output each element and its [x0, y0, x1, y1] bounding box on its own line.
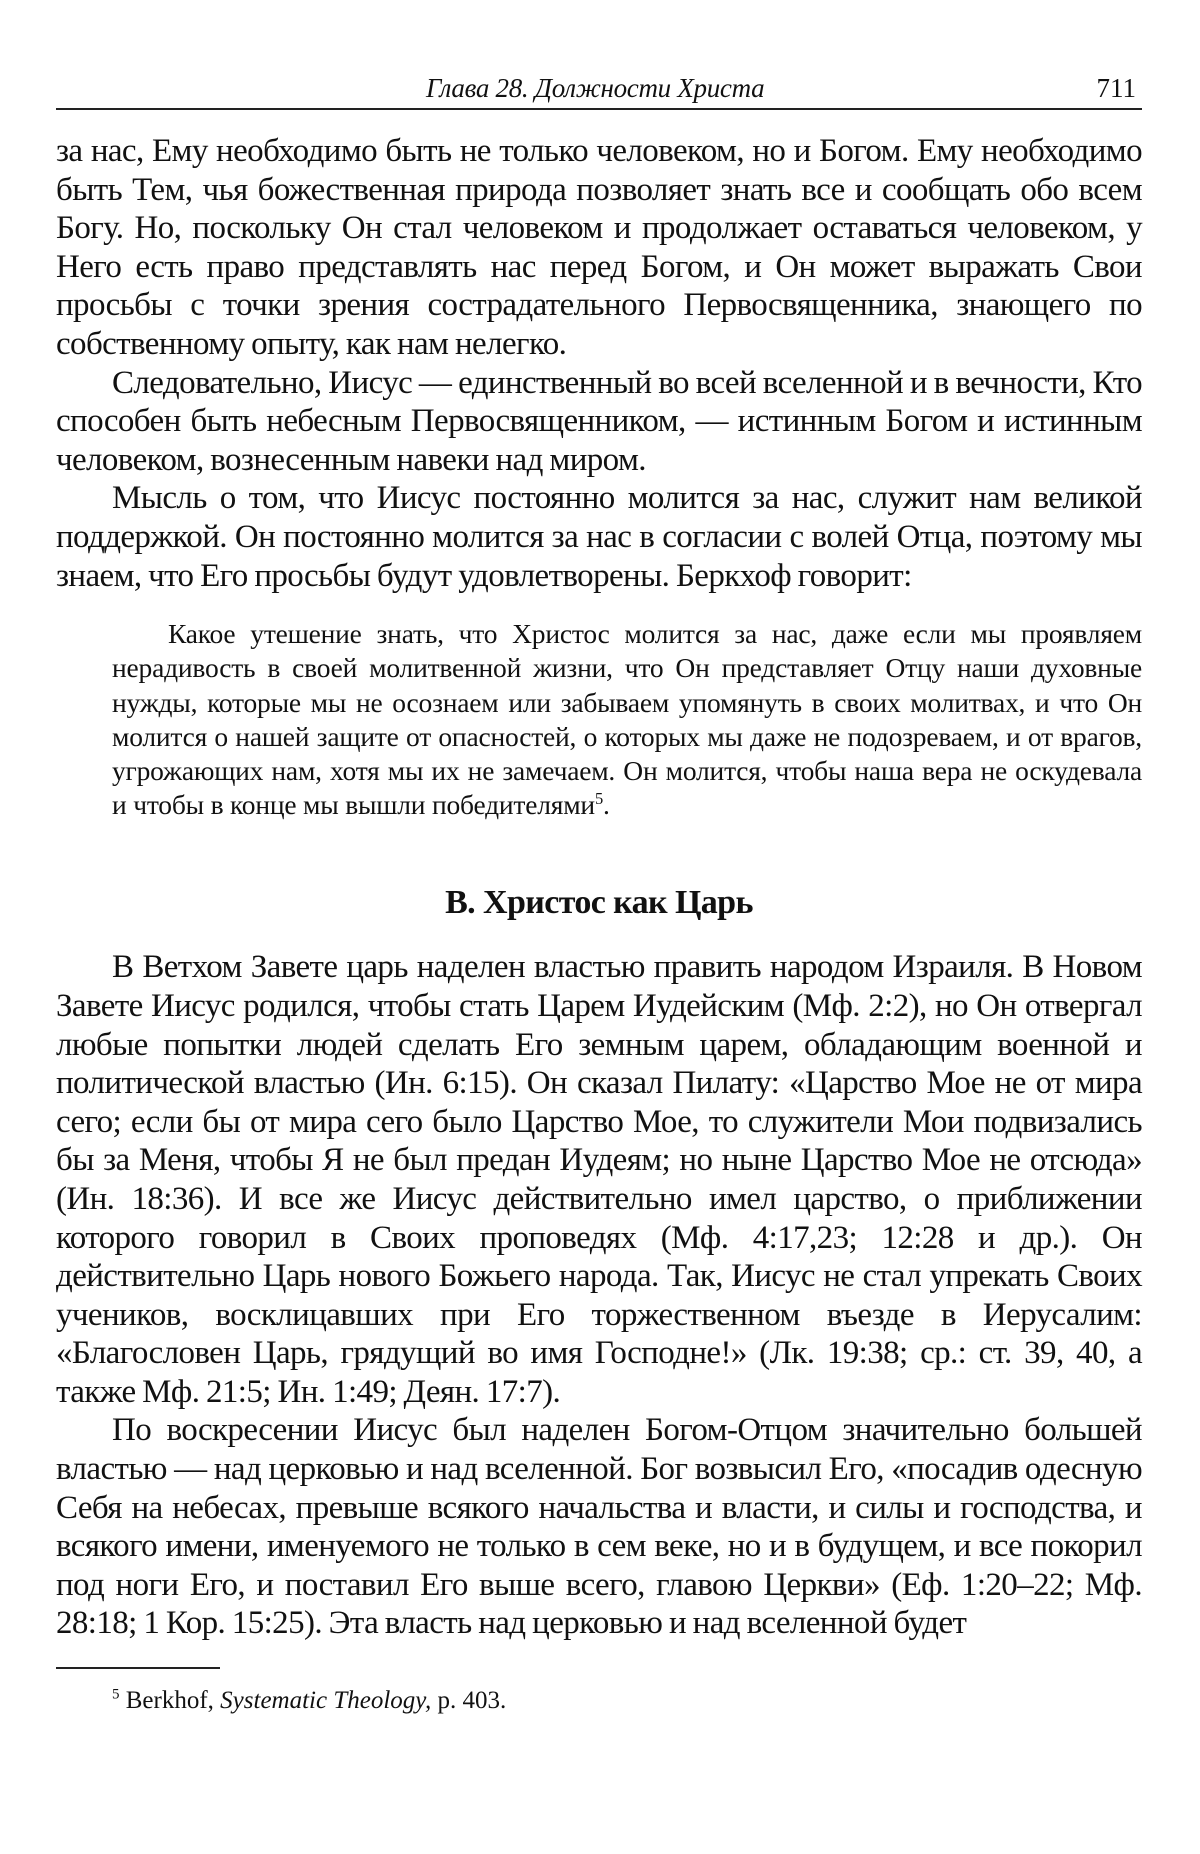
- footnote-title: Systematic Theology,: [220, 1687, 432, 1715]
- page-number: 711: [1096, 73, 1136, 103]
- footnote-number: 5: [112, 1686, 120, 1703]
- footnote: [112, 1687, 1142, 1715]
- footnote-page: p. 403.: [437, 1687, 507, 1715]
- section-heading: В. Христос как Царь: [445, 884, 753, 922]
- paragraph: Мысль о том, что Иисус постоянно молится за нас, служит нам великой поддержкой. Он постоянно молится за нас в согласии с волей Отца, поэтому мы знаем, что Его просьбы будут удовлетворены. Беркхоф говорит:: [56, 480, 1142, 594]
- footnote-author: Berkhof,: [125, 1687, 214, 1715]
- block-quote: [112, 617, 1142, 822]
- paragraph: Следовательно, Иисус — единственный во всей вселенной и в вечности, Кто способен быть небесным Первосвященником, — истинным Богом и истинным человеком, вознесенным навеки над миром.: [56, 364, 1142, 478]
- book-page: [56, 60, 1142, 1715]
- footnote-reference[interactable]: 5: [594, 788, 603, 808]
- paragraph: По воскресении Иисус был наделен Богом-Отцом значительно большей властью — над церковью и над вселенной. Бог возвысил Его, «посадив одесную Себя на небесах, превыше всякого начальства и власти, и силы и господства, и всякого имени, именуемого не только в сем веке, но и в будущем, и все покорил под ноги Его, и поставил Его выше всего, главою Церкви» (Еф. 1:20–22; Мф. 28:18; 1 Кор. 15:25). Эта власть над церковью и над вселенной будет: [56, 1412, 1142, 1642]
- quote-text: Какое утешение знать, что Христос молится за нас, даже если мы проявляем нерадивость в своей молитвенной жизни, что Он представляет Отцу наши духовные нужды, которые мы не осознаем или забываем упомянуть в своих молитвах, и что Он молится о нашей защите от опасностей, о которых мы даже не подозреваем, и от врагов, угрожающих нам, хотя мы их не замечаем. Он молится, чтобы наша вера не оскудевала и чтобы в конце мы вышли победителями: [112, 618, 1142, 821]
- running-title: Глава 28. Должности Христа: [426, 73, 765, 103]
- quote-end: .: [603, 789, 610, 821]
- running-header: [56, 60, 1142, 110]
- body-text: [56, 132, 1142, 1643]
- paragraph: В Ветхом Завете царь наделен властью править народом Израиля. В Новом Завете Иисус родился, чтобы стать Царем Иудейским (Мф. 2:2), но Он отвергал любые попытки людей сделать Его земным царем, обладающим военной и политической властью (Ин. 6:15). Он сказал Пилату: «Царство Мое не от мира сего; если бы от мира сего было Царство Мое, то служители Мои подвизались бы за Меня, чтобы Я не был предан Иудеям; но ныне Царство Мое не отсюда» (Ин. 18:36). И все же Иисус действительно имел царство, о приближении которого говорил в Своих проповедях (Мф. 4:17,23; 12:28 и др.). Он действительно Царь нового Божьего народа. Так, Иисус не стал упрекать Своих учеников, восклицавших при Его торжественном въезде в Иерусалим: «Благословен Царь, грядущий во имя Господне!» (Лк. 19:38; ср.: ст. 39, 40, а также Мф. 21:5; Ин. 1:49; Деян. 17:7).: [56, 949, 1142, 1410]
- footnote-divider: [56, 1667, 220, 1669]
- paragraph-continuation: за нас, Ему необходимо быть не только человеком, но и Богом. Ему необходимо быть Тем, чья божественная природа позволяет знать все и сообщать обо всем Богу. Но, поскольку Он стал человеком и продолжает оставаться человеком, у Него есть право представлять нас перед Богом, и Он может выражать Свои просьбы с точки зрения сострадательного Первосвященника, знающего по собственному опыту, как нам нелегко.: [56, 133, 1142, 362]
